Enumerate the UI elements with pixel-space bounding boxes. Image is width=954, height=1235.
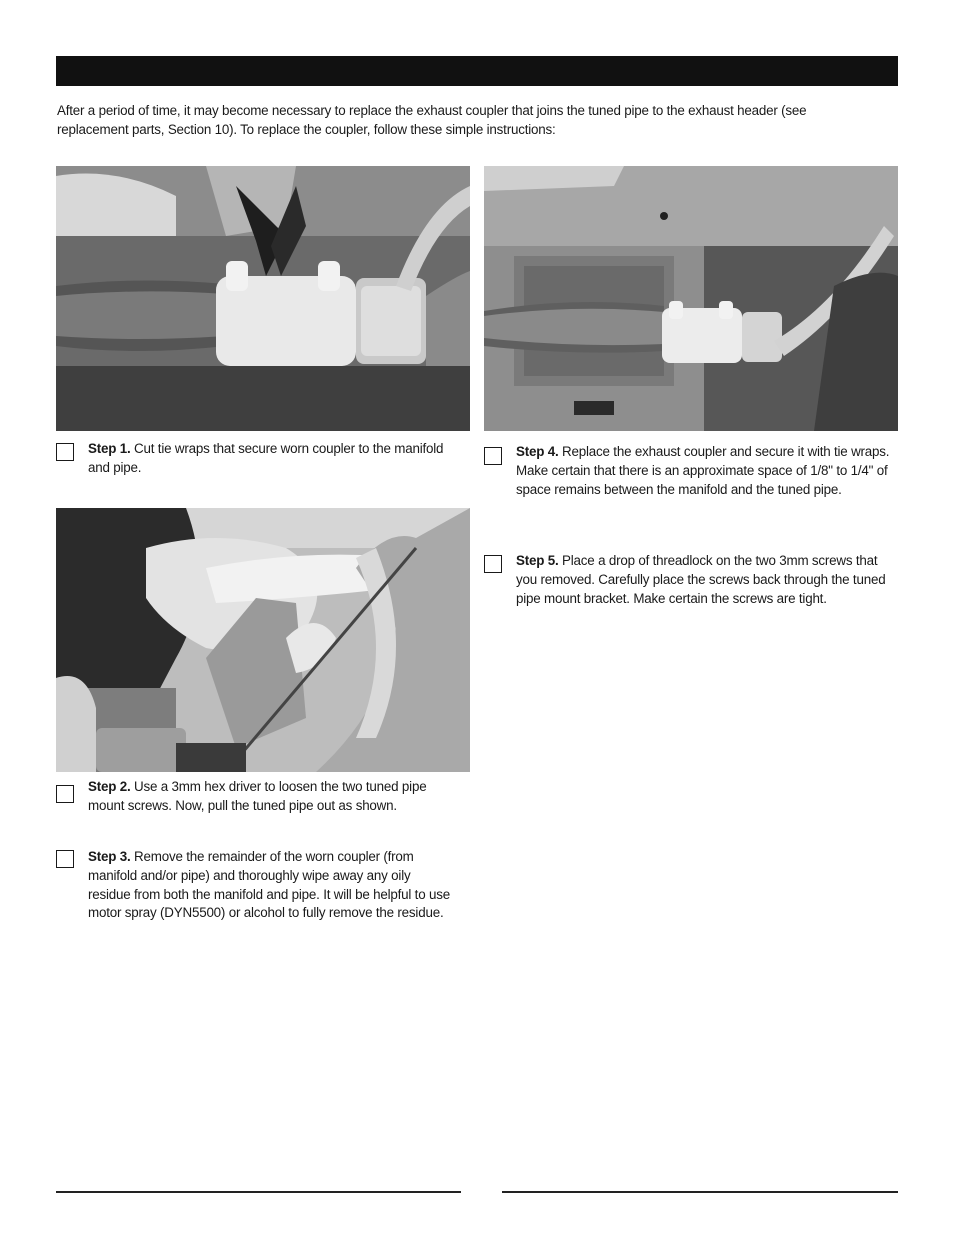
step1-photo — [56, 166, 470, 431]
step-body: Cut tie wraps that secure worn coupler to the manifold and pipe. — [88, 441, 444, 475]
step-body: Use a 3mm hex driver to loosen the two tuned pipe mount screws. Now, pull the tuned pipe out as shown. — [88, 779, 427, 813]
step2-photo — [56, 508, 470, 772]
step5-checkbox[interactable] — [484, 555, 502, 573]
step3-text — [88, 848, 453, 923]
step2-text — [88, 778, 463, 816]
step-body: Replace the exhaust coupler and secure it with tie wraps. Make certain that there is an approximate space of 1/8" to 1/4" of space remains between the manifold and the tuned pipe. — [516, 444, 890, 497]
step5-text — [516, 552, 896, 608]
step2-checkbox[interactable] — [56, 785, 74, 803]
step3-checkbox[interactable] — [56, 850, 74, 868]
step-label: Step 1. — [88, 441, 131, 456]
step4-photo — [484, 166, 898, 431]
footer-rule-right — [502, 1191, 898, 1193]
step-body: Place a drop of threadlock on the two 3mm screws that you removed. Carefully place the screws back through the tuned pipe mount bracket. Make certain the screws are tight. — [516, 553, 886, 606]
step4-text — [516, 443, 891, 499]
step-label: Step 3. — [88, 849, 131, 864]
step1-checkbox[interactable] — [56, 443, 74, 461]
step-label: Step 5. — [516, 553, 559, 568]
step4-checkbox[interactable] — [484, 447, 502, 465]
step1-text — [88, 440, 448, 478]
footer-rule-left — [56, 1191, 461, 1193]
intro-paragraph: After a period of time, it may become necessary to replace the exhaust coupler that joins the tuned pipe to the exhaust header (see replacement parts, Section 10). To replace the coupler, follow these simple instructions: — [57, 103, 807, 137]
step-label: Step 2. — [88, 779, 131, 794]
step-body: Remove the remainder of the worn coupler (from manifold and/or pipe) and thoroughly wipe away any oily residue from both the manifold and pipe. It will be helpful to use motor spray (DYN5500) or alcohol to fully remove the residue. — [88, 849, 450, 921]
step-label: Step 4. — [516, 444, 559, 459]
section-header-bar — [56, 56, 898, 86]
